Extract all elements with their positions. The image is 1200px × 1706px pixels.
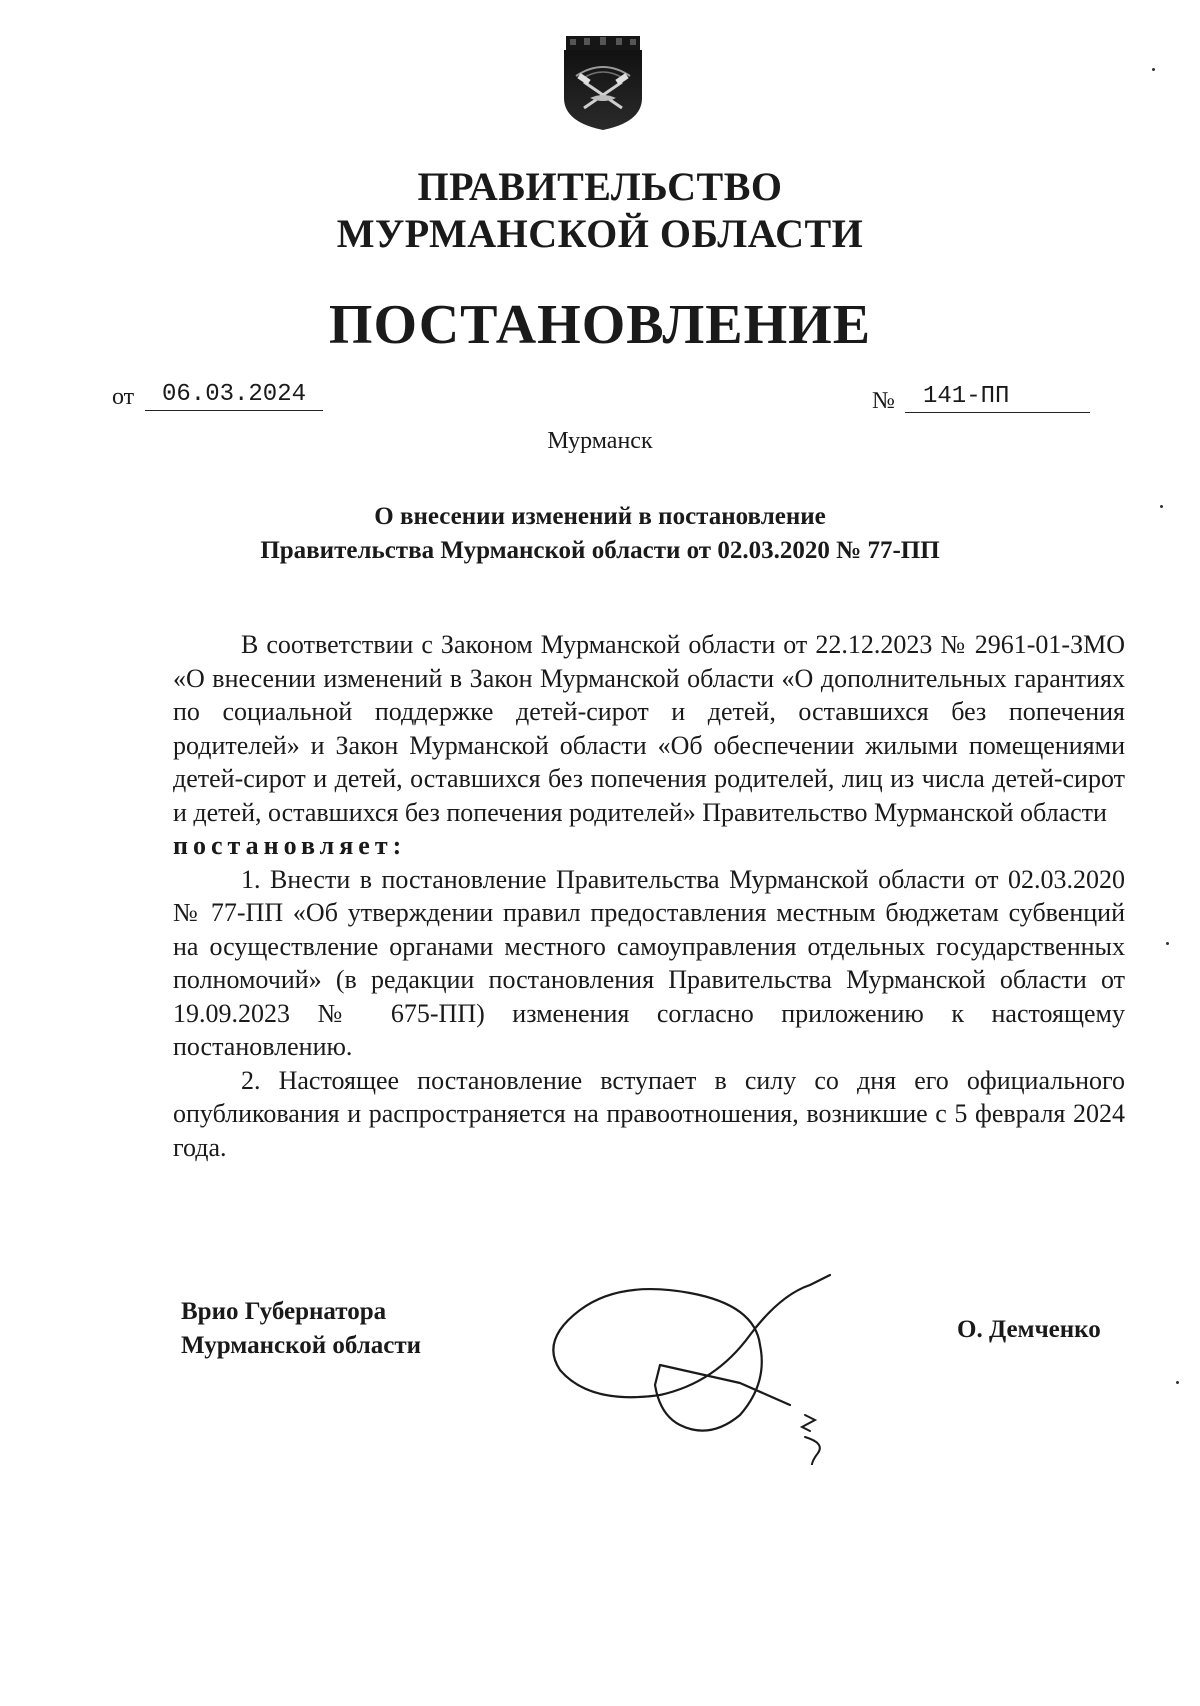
number-label: №	[872, 388, 895, 414]
signatory-position	[181, 1295, 421, 1363]
scan-speck	[1152, 68, 1155, 71]
scan-speck	[1176, 1381, 1179, 1384]
item-2-paragraph: 2. Настоящее постановление вступает в силу со дня его официального опубликования и распространяется на правоотношения, возникшие с 5 февраля 2024 года.	[173, 1065, 1125, 1162]
document-type-title: ПОСТАНОВЛЕНИЕ	[328, 294, 872, 356]
resolves-paragraph	[173, 829, 1125, 863]
signatory-position-line2: Мурманской области	[181, 1332, 422, 1359]
document-number: 141-ПП	[905, 382, 1090, 413]
document-body	[173, 628, 1125, 1164]
coat-of-arms-icon	[560, 34, 646, 132]
subject-line1: О внесении изменений в постановление	[374, 503, 826, 530]
city-name: Мурманск	[547, 428, 653, 454]
resolves-word: постановляет:	[173, 831, 407, 860]
date-label: от	[112, 384, 135, 410]
handwritten-signature	[540, 1265, 860, 1465]
document-date: 06.03.2024	[145, 380, 323, 411]
org-name-line2: МУРМАНСКОЙ ОБЛАСТИ	[336, 211, 864, 256]
preamble-paragraph: В соответствии с Законом Мурманской области от 22.12.2023 № 2961-01-ЗМО «О внесении изменений в Закон Мурманской области «О дополнительных гарантиях по социальной поддержке детей-сирот и детей, оставшихся без попечения родителей» и Закон Мурманской области «Об обеспечении жилыми помещениями детей-сирот и детей, оставшихся без попечения родителей, лиц из числа детей-сирот и детей, оставшихся без попечения родителей» Правительство Мурманской области	[173, 630, 1125, 827]
subject-line2: Правительства Мурманской области от 02.03.2020 № 77-ПП	[260, 537, 940, 564]
signatory-name: О. Демченко	[957, 1316, 1101, 1343]
signatory-position-line1: Врио Губернатора	[181, 1298, 387, 1325]
scan-speck	[1166, 942, 1169, 945]
scan-speck	[1160, 505, 1163, 508]
item-1-paragraph: 1. Внести в постановление Правительства Мурманской области от 02.03.2020 № 77-ПП «Об утверждении правил предоставления местным бюджетам субвенций на осуществление органами местного самоуправления отдельных государственных полномочий» (в редакции постановления Правительства Мурманской области от 19.09.2023 № 675-ПП) изменения согласно приложению к настоящему постановлению.	[173, 864, 1125, 1061]
org-name-line1: ПРАВИТЕЛЬСТВО	[417, 164, 783, 209]
